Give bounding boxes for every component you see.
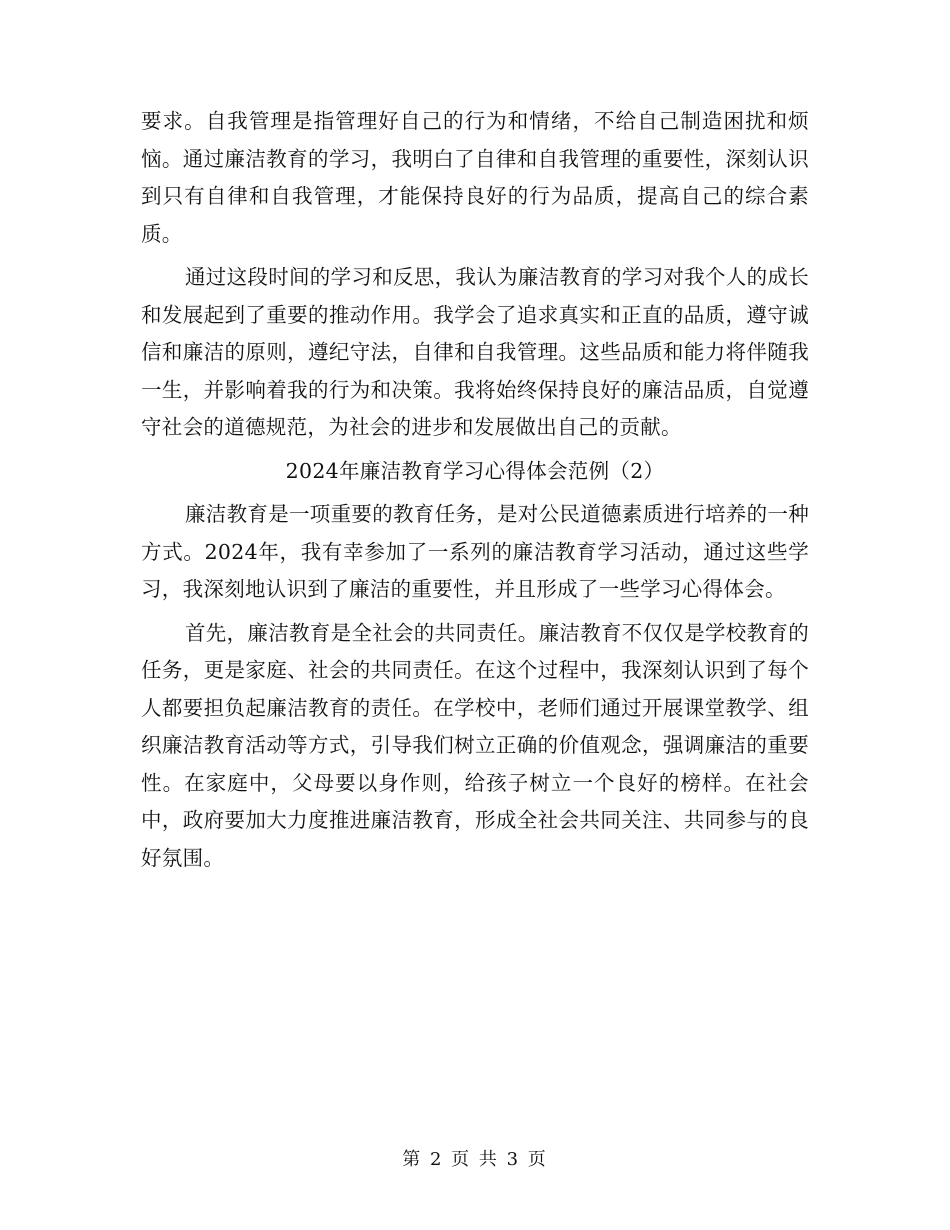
page-number-footer: 第 2 页 共 3 页 (402, 1149, 548, 1170)
paragraph-first-point: 首先，廉洁教育是全社会的共同责任。廉洁教育不仅仅是学校教育的任务，更是家庭、社会的共同责任。在这个过程中，我深刻认识到了每个人都要担负起廉洁教育的责任。在学校中，老师们通过开展课堂教学、组织廉洁教育活动等方式，引导我们树立正确的价值观念，强调廉洁的重要性。在家庭中，父母要以身作则，给孩子树立一个良好的榜样。在社会中，政府要加大力度推进廉洁教育，形成全社会共同关注、共同参与的良好氛围。 (141, 620, 809, 870)
document-body (141, 103, 809, 883)
paragraph-reflection: 通过这段时间的学习和反思，我认为廉洁教育的学习对我个人的成长和发展起到了重要的推动作用。我学会了追求真实和正直的品质，遵守诚信和廉洁的原则，遵纪守法，自律和自我管理。这些品质和能力将伴随我一生，并影响着我的行为和决策。我将始终保持良好的廉洁品质，自觉遵守社会的道德规范，为社会的进步和发展做出自己的贡献。 (141, 265, 809, 439)
paragraph-continuation: 要求。自我管理是指管理好自己的行为和情绪，不给自己制造困扰和烦恼。通过廉洁教育的学习，我明白了自律和自我管理的重要性，深刻认识到只有自律和自我管理，才能保持良好的行为品质，提高自己的综合素质。 (141, 109, 809, 246)
paragraph-intro: 廉洁教育是一项重要的教育任务，是对公民道德素质进行培养的一种方式。2024年，我有幸参加了一系列的廉洁教育学习活动，通过这些学习，我深刻地认识到了廉洁的重要性，并且形成了一些学习心得体会。 (141, 502, 809, 601)
section-title: 2024年廉洁教育学习心得体会范例（2） (285, 458, 665, 483)
